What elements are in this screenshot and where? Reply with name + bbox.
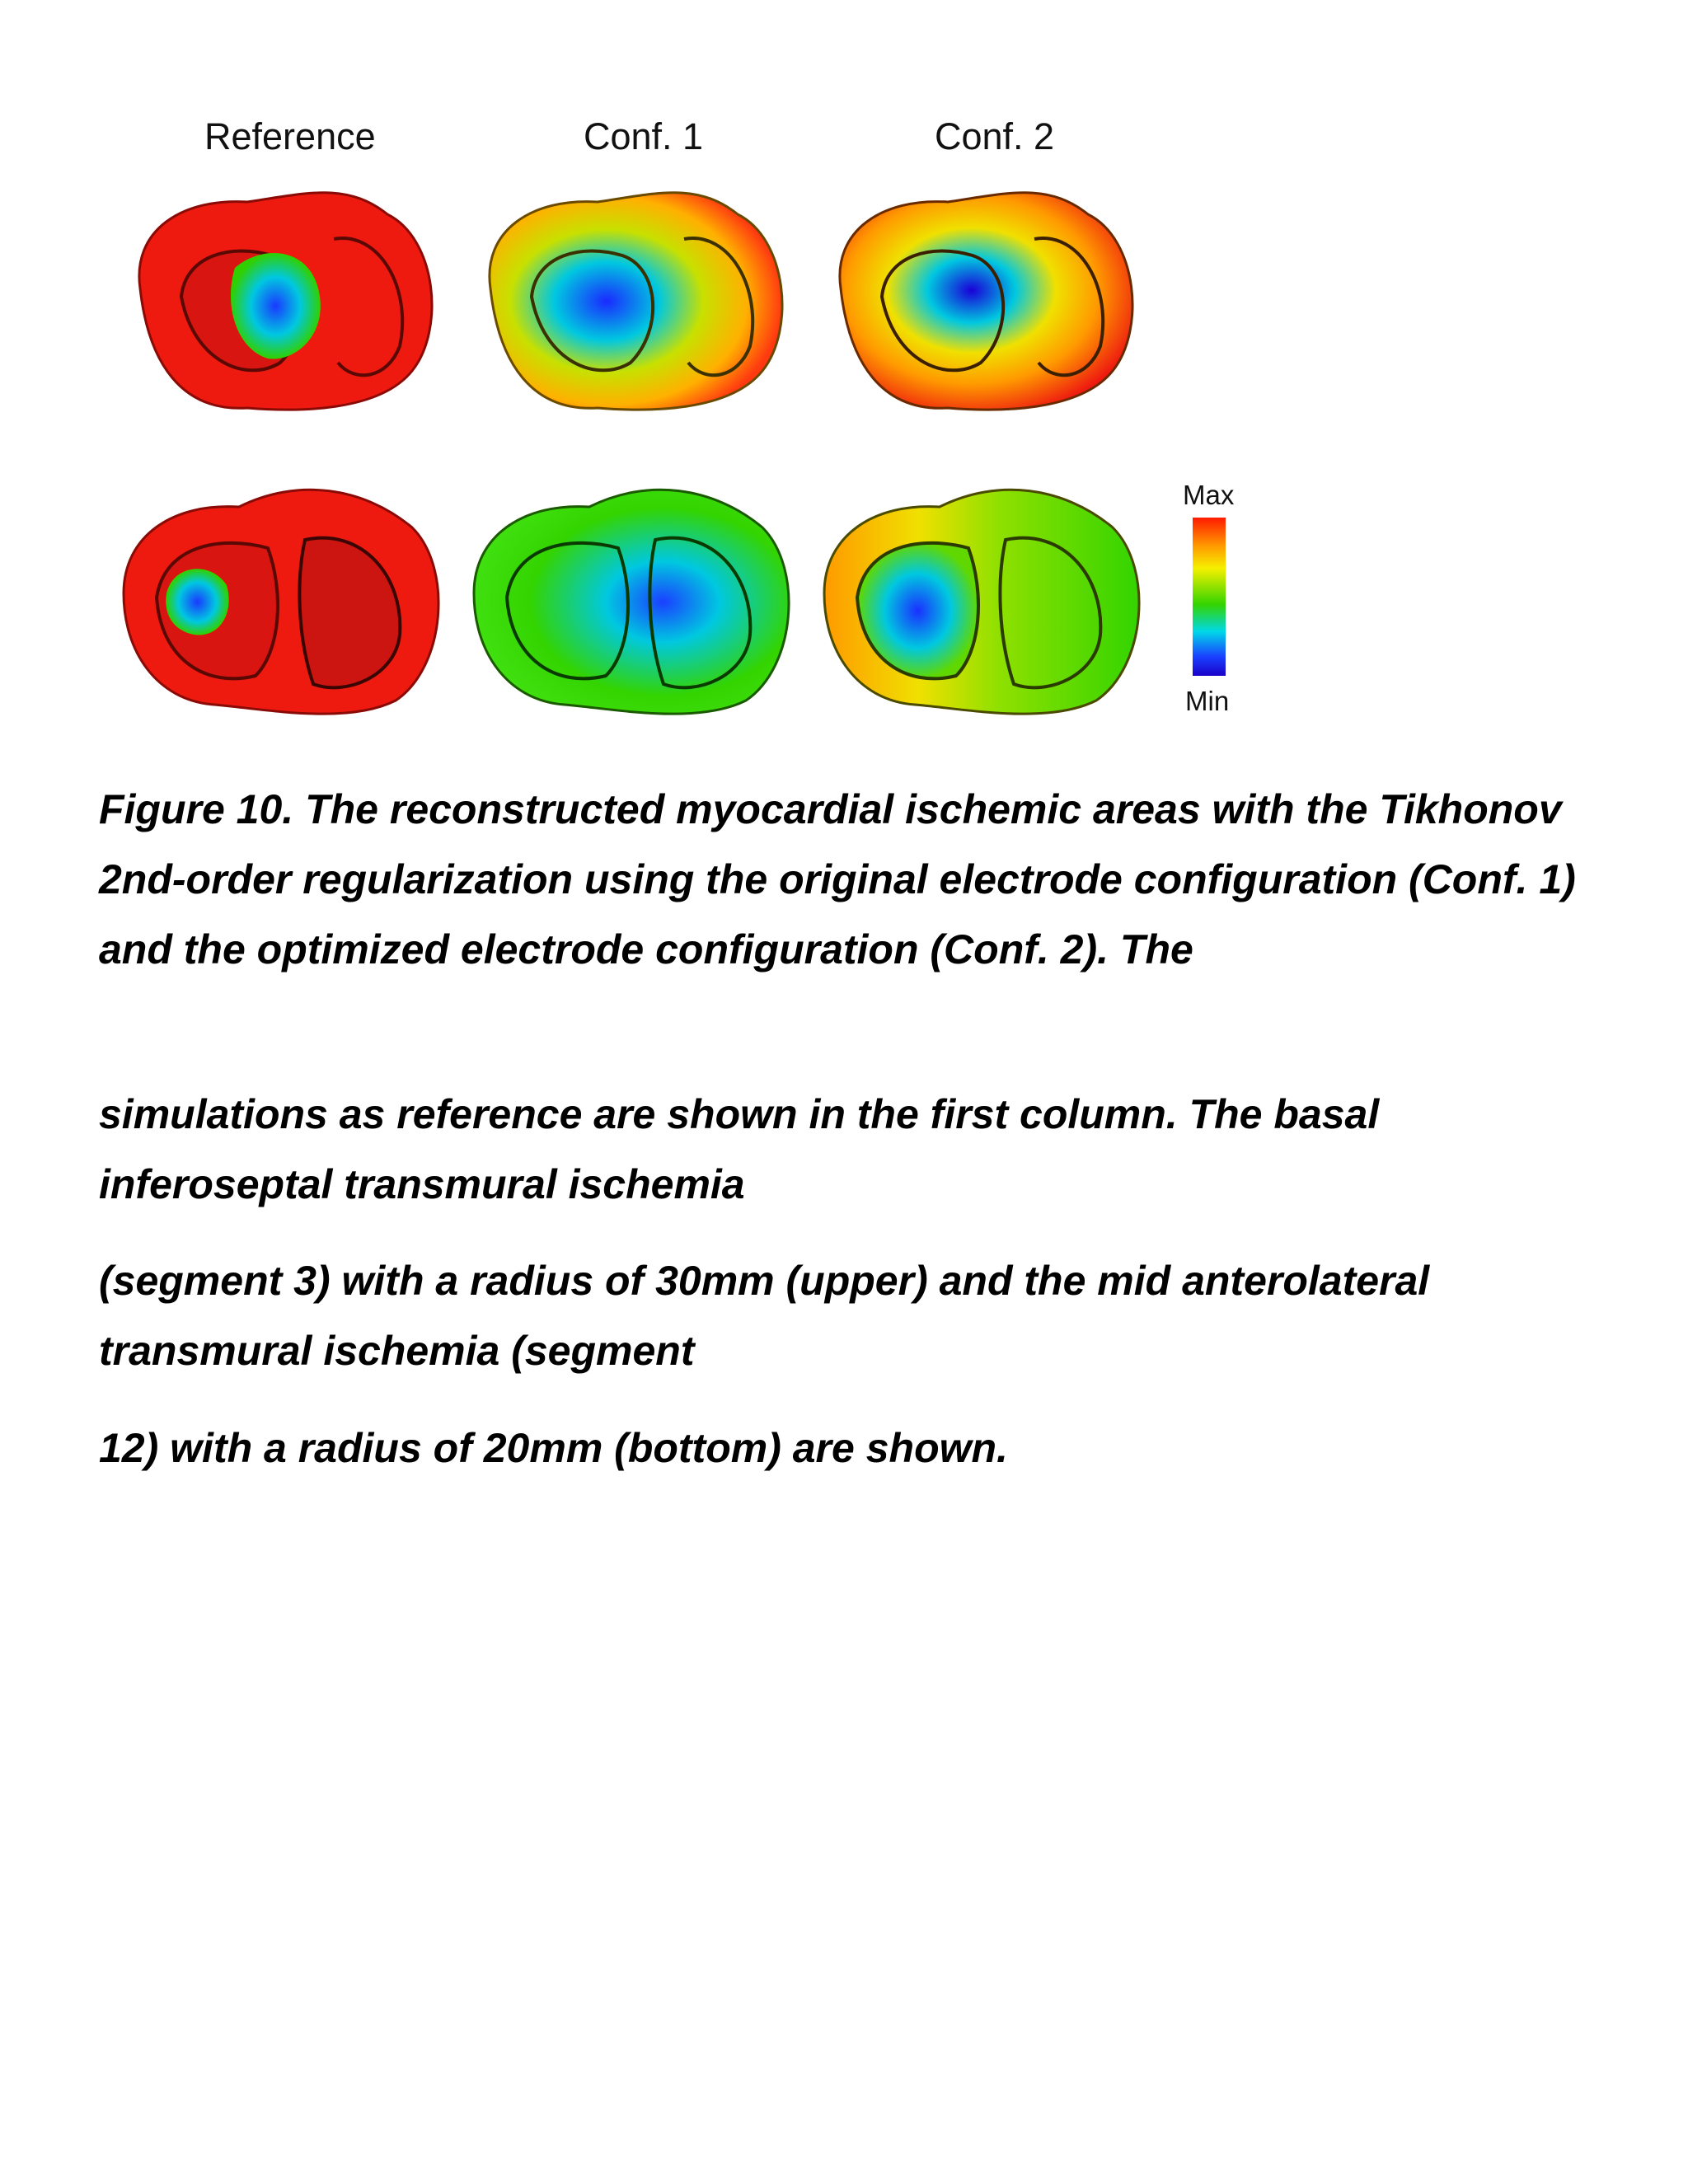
colorbar	[1193, 518, 1226, 676]
caption-block-2	[99, 1080, 1599, 1220]
colorbar-min-label: Min	[1185, 686, 1230, 716]
heart-conf-2-top	[816, 165, 1162, 429]
heart-conf-1-bottom	[466, 462, 812, 725]
column-label-conf-1: Conf. 1	[584, 115, 704, 157]
heart-conf-2-bottom	[816, 462, 1162, 725]
colorbar-max-label: Max	[1183, 480, 1235, 510]
column-label-reference: Reference	[204, 115, 376, 157]
caption-paragraph-2: simulations as reference are shown in the first column. The basal inferoseptal transmural ischemia	[99, 1091, 1380, 1207]
caption-block-4	[99, 1413, 1599, 1483]
figure-caption	[99, 775, 1599, 985]
heart-reference-top	[115, 165, 462, 429]
heart-reference-bottom	[115, 462, 462, 725]
caption-block-3	[99, 1246, 1599, 1386]
caption-paragraph-3: (segment 3) with a radius of 30mm (upper) and the mid anterolateral transmural ischemia (segment	[99, 1258, 1430, 1374]
caption-paragraph-4: 12) with a radius of 20mm (bottom) are shown.	[99, 1425, 1008, 1471]
caption-paragraph-1: Figure 10. The reconstructed myocardial ischemic areas with the Tikhonov 2nd-order regularization using the original electrode configuration (Conf. 1) and the optimized electrode configuration (Conf. 2). The	[99, 786, 1576, 972]
column-label-conf-2: Conf. 2	[935, 115, 1055, 157]
heart-conf-1-top	[466, 165, 812, 429]
figure	[115, 99, 1269, 725]
